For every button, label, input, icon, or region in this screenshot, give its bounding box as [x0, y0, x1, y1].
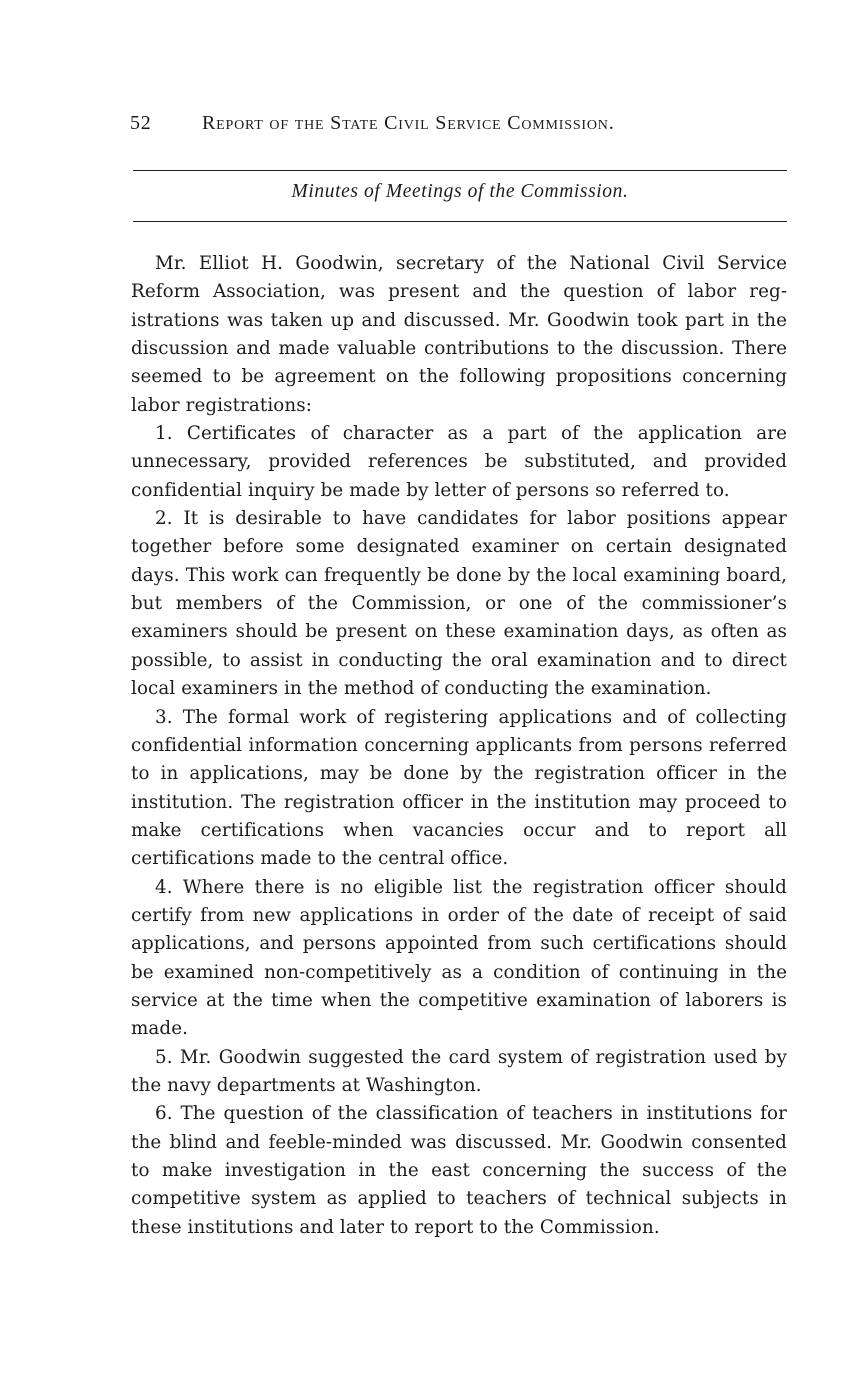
top-rule: [133, 170, 787, 171]
paragraph-item-5: 5. Mr. Goodwin suggested the card system of registration used by the navy departments at Washington.: [131, 1046, 787, 1096]
paragraph-item-2: 2. It is desirable to have candidates for labor positions appear together before some designated examiner on certain designated days. This work can frequently be done by the local examining board, but members of the Commission, or one of the commissioner’s examiners should be present on these examination days, as often as possible, to assist in conducting the oral examination and to direct local examiners in the method of conducting the examination.: [131, 508, 787, 700]
paragraph-item-3: 3. The formal work of registering applications and of collecting confidential information concerning applicants from persons referred to in applications, may be done by the registration officer in the institution. The registration officer in the institution may proceed to make certifications when vacancies occur and to report all certifications made to the central office.: [131, 706, 787, 870]
page-number: 52: [130, 112, 152, 134]
paragraph-item-1: 1. Certificates of character as a part of the application are unnecessary, provided references be substituted, and provided confidential inquiry be made by letter of persons so referred to.: [131, 423, 787, 501]
section-title: Minutes of Meetings of the Commission.: [291, 181, 629, 202]
running-title: Report of the State Civil Service Commission.: [202, 112, 615, 134]
paragraph-item-6: 6. The question of the classification of teachers in institutions for the blind and feeble-minded was discussed. Mr. Goodwin consented to make investigation in the east concerning the success of the competitive system as applied to teachers of technical subjects in these institutions and later to report to the Commission.: [131, 1103, 787, 1238]
bottom-rule: [133, 221, 787, 222]
paragraph-item-4: 4. Where there is no eligible list the registration officer should certify from new applications in order of the date of receipt of said applications, and persons appointed from such certifications should be examined non-competitively as a condition of continuing in the service at the time when the competitive examination of laborers is made.: [131, 876, 787, 1040]
paragraph-intro: Mr. Elliot H. Goodwin, secretary of the National Civil Service Reform Association, was present and the question of labor registrations was taken up and discussed. Mr. Goodwin took part in the discussion and made valuable contributions to the discussion. There seemed to be agreement on the following propositions concerning labor registrations:: [131, 253, 787, 416]
body-text: [131, 250, 787, 1242]
running-head: [130, 112, 790, 142]
